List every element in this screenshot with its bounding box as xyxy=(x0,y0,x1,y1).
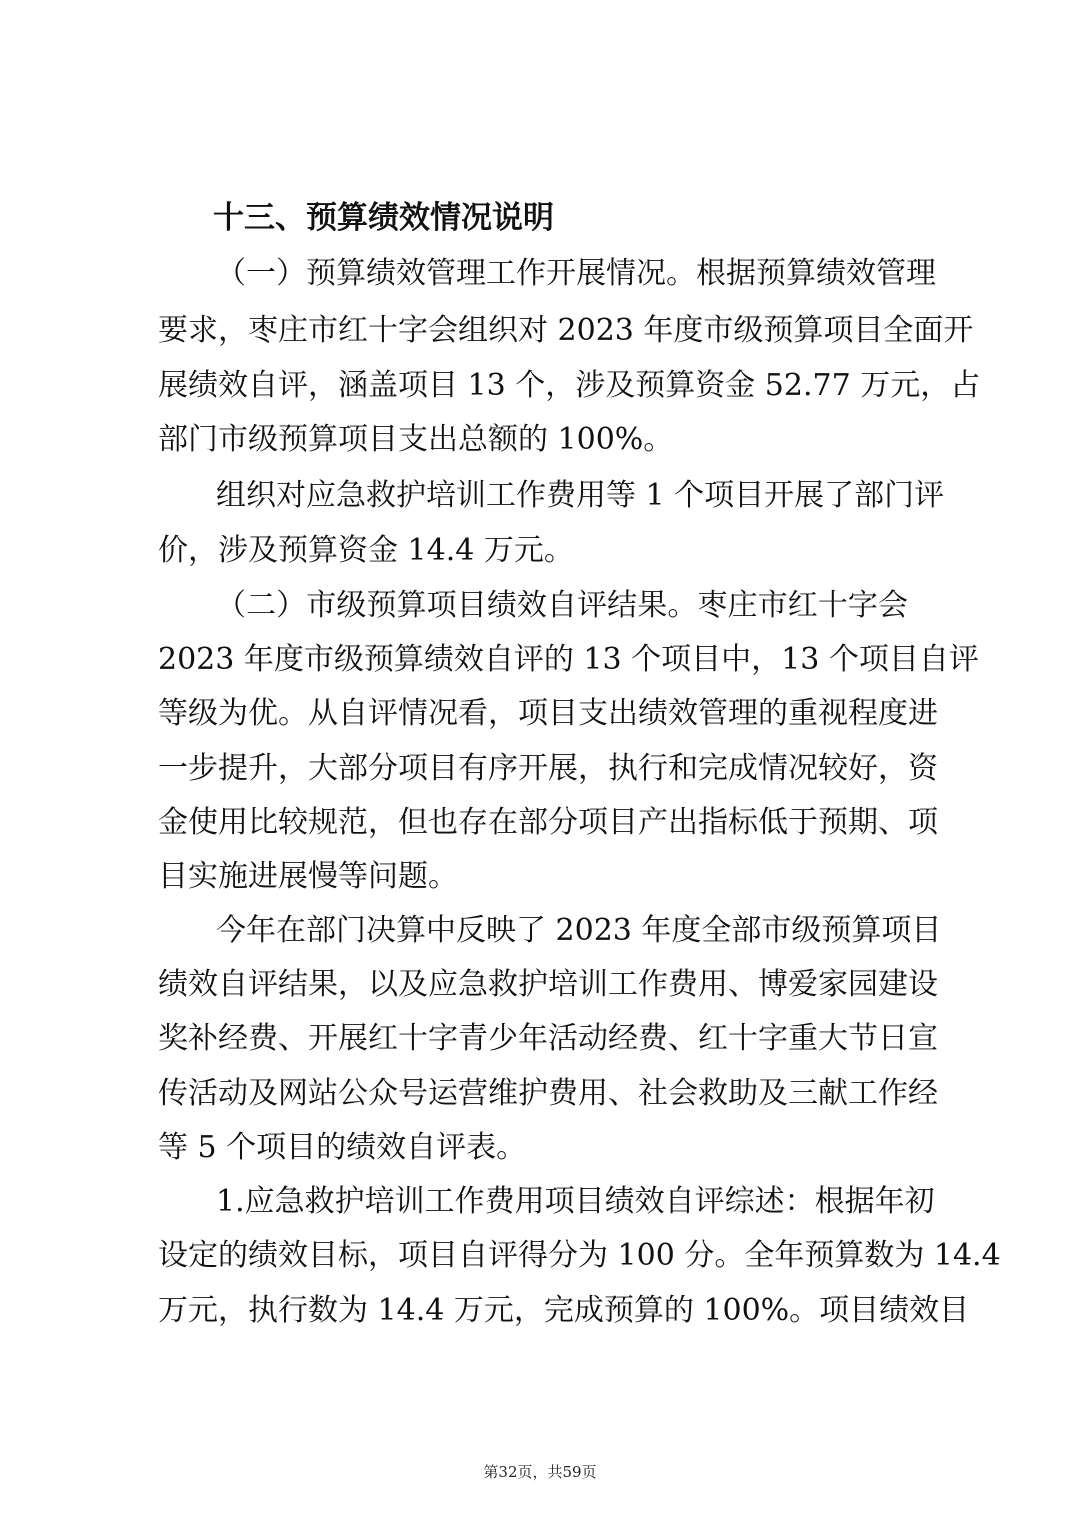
paragraph-line: 等级为优。从自评情况看，项目支出绩效管理的重视程度进 xyxy=(158,696,938,731)
paragraph-line: 目实施进展慢等问题。 xyxy=(158,859,458,894)
paragraph-line: 展绩效自评，涵盖项目 13 个，涉及预算资金 52.77 万元，占 xyxy=(158,368,981,403)
paragraph-line: 要求，枣庄市红十字会组织对 2023 年度市级预算项目全面开 xyxy=(158,313,974,348)
paragraph-line: 今年在部门决算中反映了 2023 年度全部市级预算项目 xyxy=(216,913,942,948)
paragraph-line: 部门市级预算项目支出总额的 100%。 xyxy=(158,422,674,457)
paragraph-line: 万元，执行数为 14.4 万元，完成预算的 100%。项目绩效目 xyxy=(158,1293,970,1328)
paragraph-line: 一步提升，大部分项目有序开展，执行和完成情况较好，资 xyxy=(158,751,938,786)
paragraph-line: 等 5 个项目的绩效自评表。 xyxy=(158,1130,527,1165)
paragraph-line: 金使用比较规范，但也存在部分项目产出指标低于预期、项 xyxy=(158,805,938,840)
paragraph-line: 组织对应急救护培训工作费用等 1 个项目开展了部门评 xyxy=(216,478,945,513)
paragraph-line: 设定的绩效目标，项目自评得分为 100 分。全年预算数为 14.4 xyxy=(158,1238,1001,1273)
section-heading: 十三、预算绩效情况说明 xyxy=(213,200,554,236)
paragraph-line: 1.应急救护培训工作费用项目绩效自评综述：根据年初 xyxy=(216,1184,935,1219)
paragraph-line: 奖补经费、开展红十字青少年活动经费、红十字重大节日宣 xyxy=(158,1021,938,1056)
paragraph-line: （一）预算绩效管理工作开展情况。根据预算绩效管理 xyxy=(216,256,936,291)
paragraph-line: 传活动及网站公众号运营维护费用、社会救助及三献工作经 xyxy=(158,1076,938,1111)
paragraph-line: 绩效自评结果，以及应急救护培训工作费用、博爱家园建设 xyxy=(158,967,938,1002)
page-number-footer: 第32页，共59页 xyxy=(483,1463,597,1481)
paragraph-line: （二）市级预算项目绩效自评结果。枣庄市红十字会 xyxy=(216,588,908,623)
paragraph-line: 2023 年度市级预算绩效自评的 13 个项目中，13 个项目自评 xyxy=(158,642,979,677)
paragraph-line: 价，涉及预算资金 14.4 万元。 xyxy=(158,533,574,568)
